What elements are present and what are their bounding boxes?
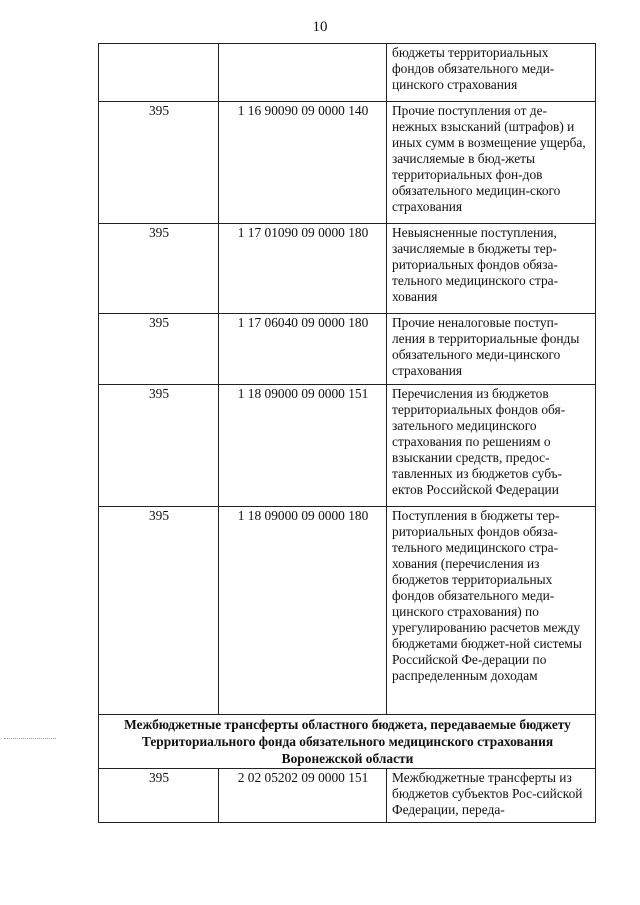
table-row [99, 44, 596, 102]
budget-code-cell: 2 02 05202 09 0000 151 [219, 769, 387, 823]
admin-code-cell: 395 [99, 224, 219, 314]
budget-code-cell: 1 17 06040 09 0000 180 [219, 314, 387, 385]
budget-code-cell: 1 18 09000 09 0000 180 [219, 507, 387, 715]
budget-code-cell: 1 18 09000 09 0000 151 [219, 385, 387, 507]
admin-code-cell: 395 [99, 507, 219, 715]
description-cell: Прочие неналоговые поступ-ления в территориальные фонды обязательного меди-цинского страхования [387, 314, 596, 385]
admin-code-cell: 395 [99, 769, 219, 823]
budget-code-cell: 1 16 90090 09 0000 140 [219, 102, 387, 224]
description-cell: Невыясненные поступления, зачисляемые в бюджеты тер-риториальных фондов обяза-тельного медицинского стра-хования [387, 224, 596, 314]
budget-classification-table [98, 43, 596, 823]
admin-code-cell: 395 [99, 385, 219, 507]
description-cell: Перечисления из бюджетов территориальных фондов обя-зательного медицинского страхования по решениям о взыскании средств, предос-тавленных из бюджетов субъ-ектов Российской Федерации [387, 385, 596, 507]
description-cell: Поступления в бюджеты тер-риториальных фондов обяза-тельного медицинского стра-хования (перечисления из бюджетов территориальных фондов обязательного меди-цинского страхования) по урегулированию расчетов между бюджетами бюджет-ной системы Российской Фе-дерации по распределенным доходам [387, 507, 596, 715]
description-cell: Межбюджетные трансферты из бюджетов субъектов Рос-сийской Федерации, переда- [387, 769, 596, 823]
section-heading-row [99, 715, 596, 769]
budget-code-cell [219, 44, 387, 102]
section-heading: Межбюджетные трансферты областного бюджета, передаваемые бюджету Территориального фонда обязательного медицинского страхования Воронежской области [99, 715, 596, 769]
description-cell: Прочие поступления от де-нежных взысканий (штрафов) и иных сумм в возмещение ущерба, зачисляемые в бюд-жеты территориальных фон-дов обязательного медицин-ского страхования [387, 102, 596, 224]
table-row [99, 385, 596, 507]
page-number: 10 [312, 19, 328, 35]
scan-artifact-line [4, 738, 56, 740]
admin-code-cell [99, 44, 219, 102]
table-row [99, 314, 596, 385]
table-row [99, 102, 596, 224]
table-row [99, 769, 596, 823]
budget-code-cell: 1 17 01090 09 0000 180 [219, 224, 387, 314]
admin-code-cell: 395 [99, 102, 219, 224]
admin-code-cell: 395 [99, 314, 219, 385]
table-row [99, 507, 596, 715]
table-row [99, 224, 596, 314]
description-cell: бюджеты территориальных фондов обязательного меди-цинского страхования [387, 44, 596, 102]
